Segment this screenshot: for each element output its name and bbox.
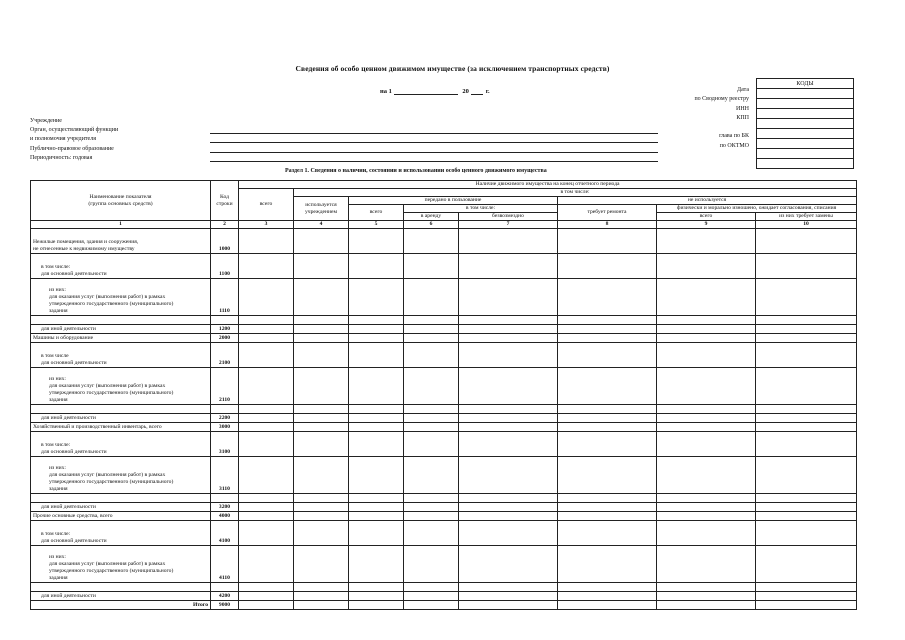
value-cell[interactable] — [404, 414, 459, 423]
value-cell[interactable] — [239, 512, 294, 521]
row-code: 4100 — [211, 521, 239, 546]
row-label: в том числе: для основной деятельности — [31, 521, 211, 546]
value-cell[interactable] — [294, 229, 349, 254]
value-cell[interactable] — [558, 423, 657, 432]
col-header-free: безвозмездно — [459, 213, 558, 221]
year-prefix: 20 — [462, 88, 469, 95]
value-cell[interactable] — [294, 521, 349, 546]
value-cell[interactable] — [657, 254, 756, 279]
row-code: 1100 — [211, 254, 239, 279]
value-cell[interactable] — [239, 521, 294, 546]
value-cell[interactable] — [657, 592, 756, 601]
col-header-code: Код строки — [211, 181, 239, 221]
institution-field[interactable] — [210, 124, 658, 134]
meta-label: Учреждение — [30, 118, 62, 124]
table-row — [31, 405, 857, 414]
value-cell[interactable] — [558, 279, 657, 316]
value-cell[interactable] — [558, 494, 657, 503]
value-cell[interactable] — [239, 405, 294, 414]
row-label: в том числе для основной деятельности — [31, 343, 211, 368]
value-cell[interactable] — [404, 368, 459, 405]
value-cell[interactable] — [459, 592, 558, 601]
value-cell[interactable] — [657, 414, 756, 423]
row-label: Нежилые помещения, здания и сооружения, не отнесенные к недвижимому имуществу — [31, 229, 211, 254]
value-cell[interactable] — [349, 325, 404, 334]
value-cell[interactable] — [349, 423, 404, 432]
value-cell[interactable] — [294, 512, 349, 521]
value-cell[interactable] — [558, 325, 657, 334]
value-cell[interactable] — [404, 583, 459, 592]
value-cell[interactable] — [239, 546, 294, 583]
value-cell[interactable] — [756, 583, 857, 592]
value-cell[interactable] — [239, 601, 294, 610]
row-label: для иной деятельности — [31, 592, 211, 601]
value-cell[interactable] — [558, 229, 657, 254]
value-cell[interactable] — [459, 414, 558, 423]
table-row — [31, 503, 857, 512]
value-cell[interactable] — [404, 343, 459, 368]
value-cell[interactable] — [404, 325, 459, 334]
value-cell[interactable] — [459, 325, 558, 334]
value-cell[interactable] — [657, 521, 756, 546]
row-label: из них: для оказания услуг (выполнения работ) в рамках утвержденного государственного (муниципального) задания — [31, 457, 211, 494]
col-header-not-used: не используется — [558, 197, 857, 205]
col-header-total: всего — [239, 189, 294, 221]
value-cell[interactable] — [404, 432, 459, 457]
col-number: 4 — [294, 221, 349, 229]
row-label — [31, 494, 211, 503]
table-row — [31, 334, 857, 343]
value-cell[interactable] — [558, 368, 657, 405]
table-row — [31, 414, 857, 423]
code-label: по ОКТМО — [719, 142, 749, 149]
value-cell[interactable] — [294, 325, 349, 334]
public-entity-field[interactable] — [210, 153, 658, 163]
row-label: для иной деятельности — [31, 414, 211, 423]
value-cell[interactable] — [459, 521, 558, 546]
value-cell[interactable] — [404, 254, 459, 279]
value-cell[interactable] — [294, 368, 349, 405]
value-cell[interactable] — [558, 512, 657, 521]
meta-label: Орган, осуществляющий функции — [30, 127, 119, 134]
table-row — [31, 229, 857, 254]
row-code — [211, 405, 239, 414]
col-number: 3 — [239, 221, 294, 229]
value-cell[interactable] — [294, 494, 349, 503]
section-title: Раздел 1. Сведения о наличии, состоянии и использовании особо ценного движимого имущества — [285, 168, 547, 174]
value-cell[interactable] — [558, 601, 657, 610]
value-cell[interactable] — [459, 512, 558, 521]
code-cell[interactable] — [757, 119, 854, 129]
value-cell[interactable] — [756, 254, 857, 279]
value-cell[interactable] — [349, 592, 404, 601]
value-cell[interactable] — [459, 503, 558, 512]
value-cell[interactable] — [657, 229, 756, 254]
meta-label: Публично-правовое образование — [30, 145, 114, 152]
value-cell[interactable] — [756, 368, 857, 405]
value-cell[interactable] — [558, 457, 657, 494]
value-cell[interactable] — [459, 254, 558, 279]
col-header-incl: в том числе: — [294, 189, 857, 197]
row-code — [211, 316, 239, 325]
value-cell[interactable] — [558, 546, 657, 583]
row-label: в том числе: для основной деятельности — [31, 432, 211, 457]
value-cell[interactable] — [657, 583, 756, 592]
row-label: Прочие основные средства, всего — [31, 512, 211, 521]
value-cell[interactable] — [404, 503, 459, 512]
value-cell[interactable] — [294, 414, 349, 423]
col-number: 2 — [211, 221, 239, 229]
value-cell[interactable] — [239, 343, 294, 368]
row-code: 3110 — [211, 457, 239, 494]
table-row — [31, 592, 857, 601]
value-cell[interactable] — [294, 503, 349, 512]
row-label: из них: для оказания услуг (выполнения работ) в рамках утвержденного государственного (муниципального) задания — [31, 546, 211, 583]
value-cell[interactable] — [657, 457, 756, 494]
codes-box — [756, 78, 854, 169]
table-row — [31, 325, 857, 334]
value-cell[interactable] — [756, 316, 857, 325]
value-cell[interactable] — [349, 546, 404, 583]
property-table — [30, 180, 857, 610]
code-label: Дата — [737, 87, 749, 93]
value-cell[interactable] — [756, 512, 857, 521]
value-cell[interactable] — [404, 494, 459, 503]
value-cell[interactable] — [459, 405, 558, 414]
value-cell[interactable] — [404, 316, 459, 325]
meta-label: Периодичность: годовая — [30, 154, 93, 161]
codes-labels — [694, 86, 749, 151]
table-row — [31, 316, 857, 325]
value-cell[interactable] — [657, 432, 756, 457]
value-cell[interactable] — [756, 521, 857, 546]
value-cell[interactable] — [657, 423, 756, 432]
value-cell[interactable] — [657, 494, 756, 503]
value-cell[interactable] — [404, 512, 459, 521]
value-cell[interactable] — [349, 503, 404, 512]
value-cell[interactable] — [657, 546, 756, 583]
value-cell[interactable] — [756, 334, 857, 343]
col-header-transferred-total: всего — [349, 205, 404, 221]
col-header-rent: в аренду — [404, 213, 459, 221]
table-row — [31, 368, 857, 405]
row-code: 3200 — [211, 503, 239, 512]
code-label: по Сводному реестру — [694, 96, 749, 103]
col-number: 6 — [404, 221, 459, 229]
value-cell[interactable] — [459, 457, 558, 494]
value-cell[interactable] — [239, 423, 294, 432]
row-label — [31, 583, 211, 592]
table-row — [31, 601, 857, 610]
row-code: 9000 — [211, 601, 239, 610]
meta-labels — [30, 117, 118, 163]
value-cell[interactable] — [239, 316, 294, 325]
value-cell[interactable] — [756, 414, 857, 423]
value-cell[interactable] — [294, 405, 349, 414]
row-label: из них: для оказания услуг (выполнения работ) в рамках утвержденного государственного (муниципального) задания — [31, 279, 211, 316]
row-code: 3000 — [211, 423, 239, 432]
form-title: Сведения об особо ценном движимом имуществе (за исключением транспортных средств) — [295, 64, 610, 73]
row-label: Итого — [31, 601, 211, 610]
report-date-line — [380, 88, 490, 95]
value-cell[interactable] — [459, 432, 558, 457]
date-suffix: г. — [485, 88, 490, 95]
row-code: 4000 — [211, 512, 239, 521]
col-header-incl2: в том числе: — [404, 205, 558, 213]
row-label: для иной деятельности — [31, 325, 211, 334]
value-cell[interactable] — [558, 583, 657, 592]
code-cell[interactable] — [757, 149, 854, 159]
code-cell[interactable] — [757, 99, 854, 109]
value-cell[interactable] — [349, 432, 404, 457]
value-cell[interactable] — [558, 414, 657, 423]
row-code: 2100 — [211, 343, 239, 368]
value-cell[interactable] — [349, 334, 404, 343]
value-cell[interactable] — [239, 279, 294, 316]
value-cell[interactable] — [294, 546, 349, 583]
value-cell[interactable] — [404, 229, 459, 254]
table-row — [31, 279, 857, 316]
code-cell[interactable] — [757, 109, 854, 119]
value-cell[interactable] — [558, 432, 657, 457]
col-header-group: Наличие движимого имущества на конец отчетного периода — [239, 181, 857, 189]
meta-label: и полномочия учредителя — [30, 136, 96, 143]
value-cell[interactable] — [294, 457, 349, 494]
value-cell[interactable] — [239, 432, 294, 457]
founder-field-2[interactable] — [210, 143, 658, 153]
founder-field[interactable] — [210, 134, 658, 144]
row-label: Хозяйственный и производственный инвентарь, всего — [31, 423, 211, 432]
value-cell[interactable] — [294, 316, 349, 325]
value-cell[interactable] — [239, 368, 294, 405]
table-row — [31, 423, 857, 432]
year-blank[interactable] — [471, 94, 483, 95]
value-cell[interactable] — [294, 279, 349, 316]
value-cell[interactable] — [294, 592, 349, 601]
table-row — [31, 343, 857, 368]
row-label: для иной деятельности — [31, 503, 211, 512]
row-code: 2110 — [211, 368, 239, 405]
col-header-name: Наименование показателя (группа основных средств) — [31, 181, 211, 221]
date-blank[interactable] — [394, 94, 458, 95]
value-cell[interactable] — [756, 546, 857, 583]
row-code: 3100 — [211, 432, 239, 457]
table-row — [31, 254, 857, 279]
col-number: 1 — [31, 221, 211, 229]
value-cell[interactable] — [657, 512, 756, 521]
table-row — [31, 494, 857, 503]
value-cell[interactable] — [349, 512, 404, 521]
code-label — [694, 123, 749, 132]
row-code: 1200 — [211, 325, 239, 334]
value-cell[interactable] — [349, 457, 404, 494]
value-cell[interactable] — [294, 432, 349, 457]
row-label: из них: для оказания услуг (выполнения работ) в рамках утвержденного государственного (муниципального) задания — [31, 368, 211, 405]
value-cell[interactable] — [239, 457, 294, 494]
value-cell[interactable] — [657, 279, 756, 316]
value-cell[interactable] — [404, 279, 459, 316]
row-code: 4110 — [211, 546, 239, 583]
code-cell[interactable] — [757, 129, 854, 139]
col-header-worn-replace: из них требует замены — [756, 213, 857, 221]
value-cell[interactable] — [349, 583, 404, 592]
value-cell[interactable] — [558, 405, 657, 414]
value-cell[interactable] — [239, 334, 294, 343]
value-cell[interactable] — [558, 521, 657, 546]
value-cell[interactable] — [349, 601, 404, 610]
code-cell[interactable] — [757, 89, 854, 99]
col-number: 10 — [756, 221, 857, 229]
col-number: 5 — [349, 221, 404, 229]
value-cell[interactable] — [294, 254, 349, 279]
date-prefix: на 1 — [380, 88, 392, 95]
table-row — [31, 521, 857, 546]
value-cell[interactable] — [404, 457, 459, 494]
value-cell[interactable] — [657, 343, 756, 368]
value-cell[interactable] — [349, 521, 404, 546]
value-cell[interactable] — [756, 592, 857, 601]
value-cell[interactable] — [756, 432, 857, 457]
codes-header: КОДЫ — [757, 79, 854, 89]
code-cell[interactable] — [757, 139, 854, 149]
row-code — [211, 494, 239, 503]
row-label — [31, 405, 211, 414]
value-cell[interactable] — [404, 521, 459, 546]
value-cell[interactable] — [657, 503, 756, 512]
value-cell[interactable] — [349, 343, 404, 368]
table-row — [31, 583, 857, 592]
value-cell[interactable] — [349, 405, 404, 414]
value-cell[interactable] — [294, 423, 349, 432]
value-cell[interactable] — [558, 334, 657, 343]
row-code: 1000 — [211, 229, 239, 254]
value-cell[interactable] — [404, 334, 459, 343]
value-cell[interactable] — [404, 423, 459, 432]
value-cell[interactable] — [756, 343, 857, 368]
value-cell[interactable] — [459, 343, 558, 368]
value-cell[interactable] — [459, 334, 558, 343]
value-cell[interactable] — [349, 316, 404, 325]
row-code: 2200 — [211, 414, 239, 423]
value-cell[interactable] — [239, 229, 294, 254]
value-cell[interactable] — [349, 279, 404, 316]
code-label: глава по БК — [719, 133, 749, 140]
code-label: КПП — [736, 114, 749, 121]
value-cell[interactable] — [657, 601, 756, 610]
value-cell[interactable] — [239, 592, 294, 601]
col-number: 8 — [558, 221, 657, 229]
code-label: ИНН — [736, 105, 749, 112]
value-cell[interactable] — [558, 343, 657, 368]
value-cell[interactable] — [239, 414, 294, 423]
meta-fill-lines — [210, 124, 658, 162]
value-cell[interactable] — [657, 368, 756, 405]
row-code — [211, 583, 239, 592]
col-number: 7 — [459, 221, 558, 229]
value-cell[interactable] — [404, 592, 459, 601]
value-cell[interactable] — [294, 583, 349, 592]
value-cell[interactable] — [349, 494, 404, 503]
value-cell[interactable] — [459, 546, 558, 583]
value-cell[interactable] — [558, 503, 657, 512]
value-cell[interactable] — [239, 494, 294, 503]
value-cell[interactable] — [558, 592, 657, 601]
col-number: 9 — [657, 221, 756, 229]
value-cell[interactable] — [657, 405, 756, 414]
value-cell[interactable] — [349, 254, 404, 279]
value-cell[interactable] — [239, 325, 294, 334]
value-cell[interactable] — [294, 343, 349, 368]
value-cell[interactable] — [756, 494, 857, 503]
code-cell[interactable] — [757, 159, 854, 169]
value-cell[interactable] — [404, 405, 459, 414]
value-cell[interactable] — [756, 601, 857, 610]
value-cell[interactable] — [459, 423, 558, 432]
row-label — [31, 316, 211, 325]
value-cell[interactable] — [756, 405, 857, 414]
value-cell[interactable] — [756, 423, 857, 432]
value-cell[interactable] — [349, 414, 404, 423]
table-row — [31, 512, 857, 521]
value-cell[interactable] — [459, 494, 558, 503]
value-cell[interactable] — [558, 254, 657, 279]
value-cell[interactable] — [459, 368, 558, 405]
value-cell[interactable] — [349, 368, 404, 405]
value-cell[interactable] — [294, 601, 349, 610]
value-cell[interactable] — [756, 279, 857, 316]
value-cell[interactable] — [349, 229, 404, 254]
value-cell[interactable] — [404, 601, 459, 610]
value-cell[interactable] — [459, 316, 558, 325]
table-row — [31, 546, 857, 583]
col-header-worn: физически и морально изношено, ожидает согласования, списания — [657, 205, 857, 213]
value-cell[interactable] — [239, 254, 294, 279]
value-cell[interactable] — [657, 325, 756, 334]
row-label: Машины и оборудование — [31, 334, 211, 343]
value-cell[interactable] — [459, 601, 558, 610]
value-cell[interactable] — [657, 316, 756, 325]
value-cell[interactable] — [558, 316, 657, 325]
row-code: 4200 — [211, 592, 239, 601]
value-cell[interactable] — [459, 229, 558, 254]
col-header-used: используется учреждением — [294, 197, 349, 221]
col-header-repair: требует ремонта — [558, 205, 657, 221]
value-cell[interactable] — [404, 546, 459, 583]
value-cell[interactable] — [756, 503, 857, 512]
value-cell[interactable] — [239, 503, 294, 512]
table-row — [31, 457, 857, 494]
col-header-worn-total: всего — [657, 213, 756, 221]
row-code: 1110 — [211, 279, 239, 316]
row-label: в том числе: для основной деятельности — [31, 254, 211, 279]
value-cell[interactable] — [459, 583, 558, 592]
row-code: 2000 — [211, 334, 239, 343]
value-cell[interactable] — [294, 334, 349, 343]
value-cell[interactable] — [756, 457, 857, 494]
value-cell[interactable] — [459, 279, 558, 316]
value-cell[interactable] — [657, 334, 756, 343]
value-cell[interactable] — [756, 229, 857, 254]
table-row — [31, 432, 857, 457]
value-cell[interactable] — [239, 583, 294, 592]
col-header-transferred: передано в пользование — [349, 197, 558, 205]
value-cell[interactable] — [756, 325, 857, 334]
table-body — [31, 229, 857, 610]
